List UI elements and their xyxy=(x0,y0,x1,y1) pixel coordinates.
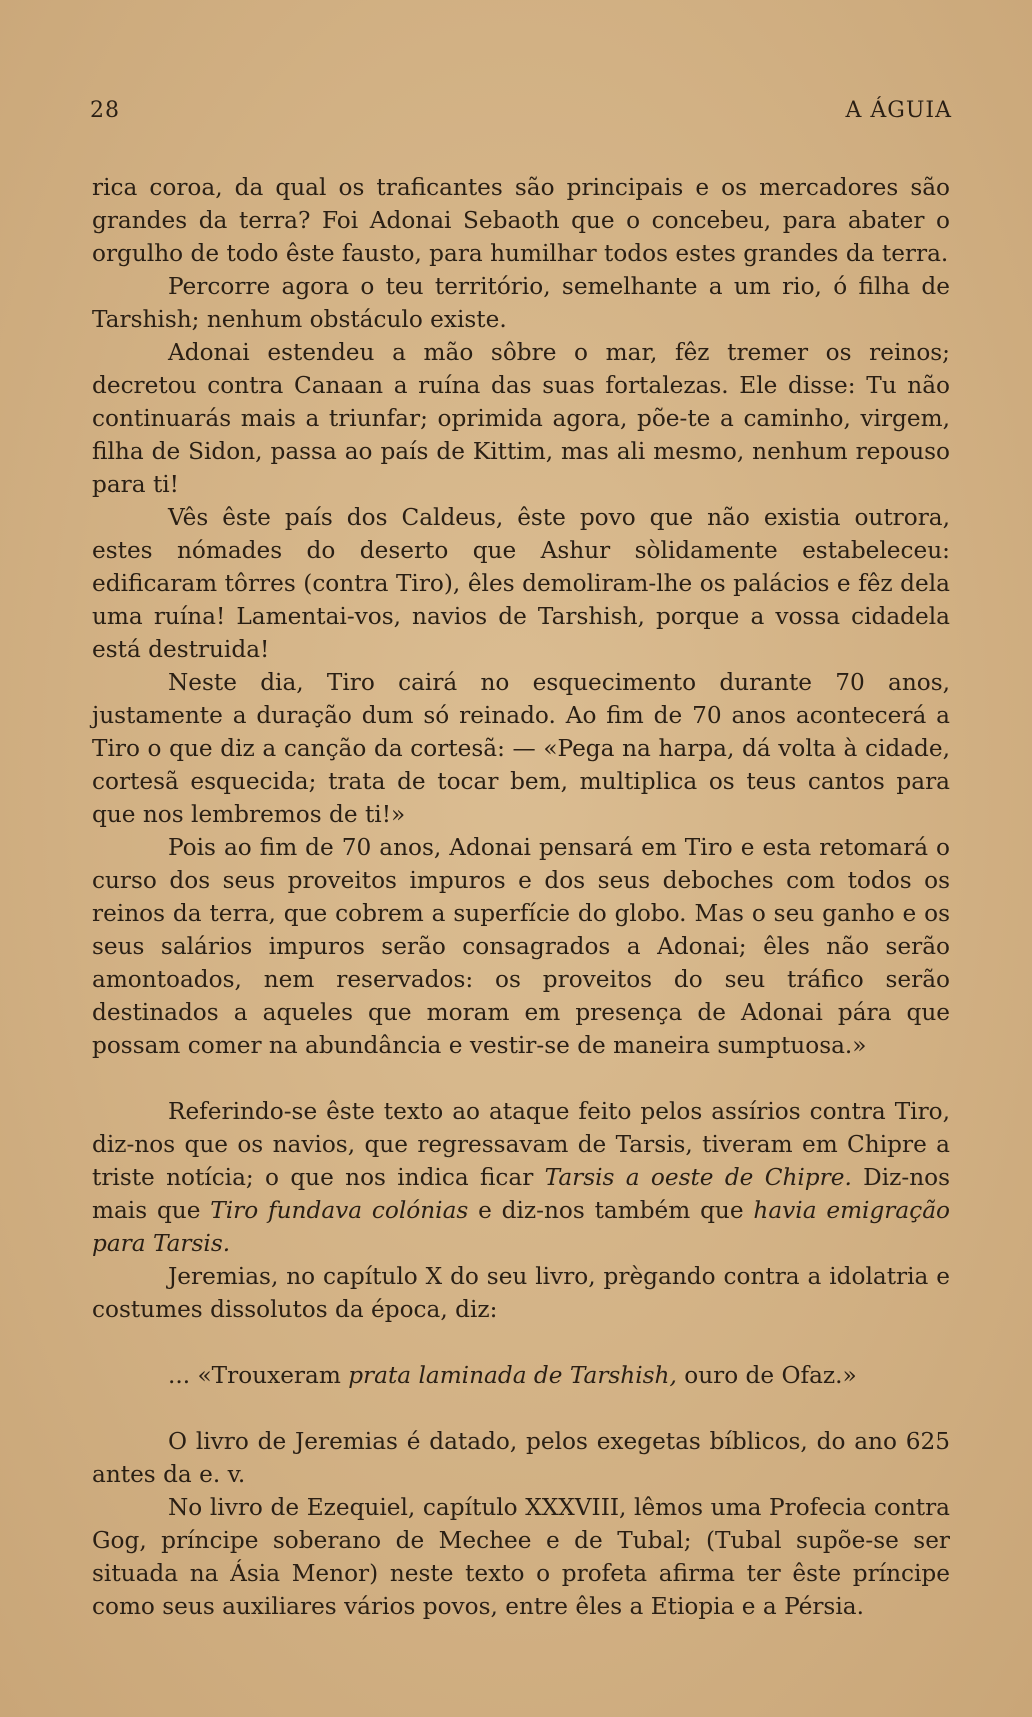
paragraph-10: O livro de Jeremias é datado, pelos exegetas bíblicos, do ano 625 antes da e. v. xyxy=(92,1428,950,1488)
paragraph-2: Percorre agora o teu território, semelhante a um rio, ó filha de Tarshish; nenhum obstáculo existe. xyxy=(92,273,950,333)
quote-text-a: ... «Trouxeram xyxy=(168,1362,349,1389)
p7-italic-emigracao: havia emigração para Tarsis. xyxy=(92,1197,950,1257)
p7-italic-tiro: Tiro fundava colónias xyxy=(210,1197,469,1224)
page-number: 28 xyxy=(90,98,120,123)
paragraph-5: Neste dia, Tiro cairá no esquecimento durante 70 anos, justamente a duração dum só reinado. Ao fim de 70 anos acontecerá a Tiro o que diz a canção da cortesã: — «Pega na harpa, dá volta à cidade, cortesã esquecida; trata de tocar bem, multiplica os teus cantos para que nos lembremos de ti!» xyxy=(92,669,950,828)
body-text xyxy=(92,171,950,1623)
paragraph-8: Jeremias, no capítulo X do seu livro, prègando contra a idolatria e costumes dissolutos da época, diz: xyxy=(92,1263,950,1323)
quotation-jeremias xyxy=(92,1359,950,1392)
paragraph-4: Vês êste país dos Caldeus, êste povo que não existia outrora, estes nómades do deserto que Ashur sòlidamente estabeleceu: edificaram tôrres (contra Tiro), êles demoliram-lhe os palácios e fêz dela uma ruína! Lamentai-vos, navios de Tarshish, porque a vossa cidadela está destruida! xyxy=(92,504,950,663)
p7-italic-tarsis: Tarsis a oeste de Chipre. xyxy=(544,1164,852,1191)
paragraph-1: rica coroa, da qual os traficantes são principais e os mercadores são grandes da terra? Foi Adonai Sebaoth que o concebeu, para abater o orgulho de todo êste fausto, para humilhar todos estes grandes da terra. xyxy=(92,174,950,267)
p7-text-c: Diz-nos mais que xyxy=(92,1164,950,1224)
paragraph-7 xyxy=(92,1095,950,1260)
p7-text-e: e diz-nos também que xyxy=(468,1197,754,1224)
quote-gap-bottom xyxy=(92,1392,950,1425)
paragraph-3: Adonai estendeu a mão sôbre o mar, fêz tremer os reinos; decretou contra Canaan a ruína das suas fortalezas. Ele disse: Tu não continuarás mais a triunfar; oprimida agora, põe-te a caminho, virgem, filha de Sidon, passa ao país de Kittim, mas ali mesmo, nenhum repouso para ti! xyxy=(92,339,950,498)
paragraph-11: No livro de Ezequiel, capítulo XXXVIII, lêmos uma Profecia contra Gog, príncipe soberano de Mechee e de Tubal; (Tubal supõe-se ser situada na Ásia Menor) neste texto o profeta afirma ter êste príncipe como seus auxiliares vários povos, entre êles a Etiopia e a Pérsia. xyxy=(92,1494,950,1620)
section-gap xyxy=(92,1062,950,1095)
quote-gap-top xyxy=(92,1326,950,1359)
p7-text-a: Referindo-se êste texto ao ataque feito pelos assírios contra Tiro, diz-nos que os navios, que regressavam de Tarsis, tiveram em Chipre a triste notícia; o que nos indica ficar xyxy=(92,1098,950,1191)
quote-text-c: ouro de Ofaz.» xyxy=(676,1362,857,1389)
journal-title: A ÁGUIA xyxy=(845,98,952,123)
quote-italic: prata laminada de Tarshish, xyxy=(348,1362,677,1389)
paragraph-6: Pois ao fim de 70 anos, Adonai pensará em Tiro e esta retomará o curso dos seus proveitos impuros e dos seus deboches com todos os reinos da terra, que cobrem a superfície do globo. Mas o seu ganho e os seus salários impuros serão consagrados a Adonai; êles não serão amontoados, nem reservados: os proveitos do seu tráfico serão destinados a aqueles que moram em presença de Adonai pára que possam comer na abundância e vestir-se de maneira sumptuosa.» xyxy=(92,834,950,1059)
